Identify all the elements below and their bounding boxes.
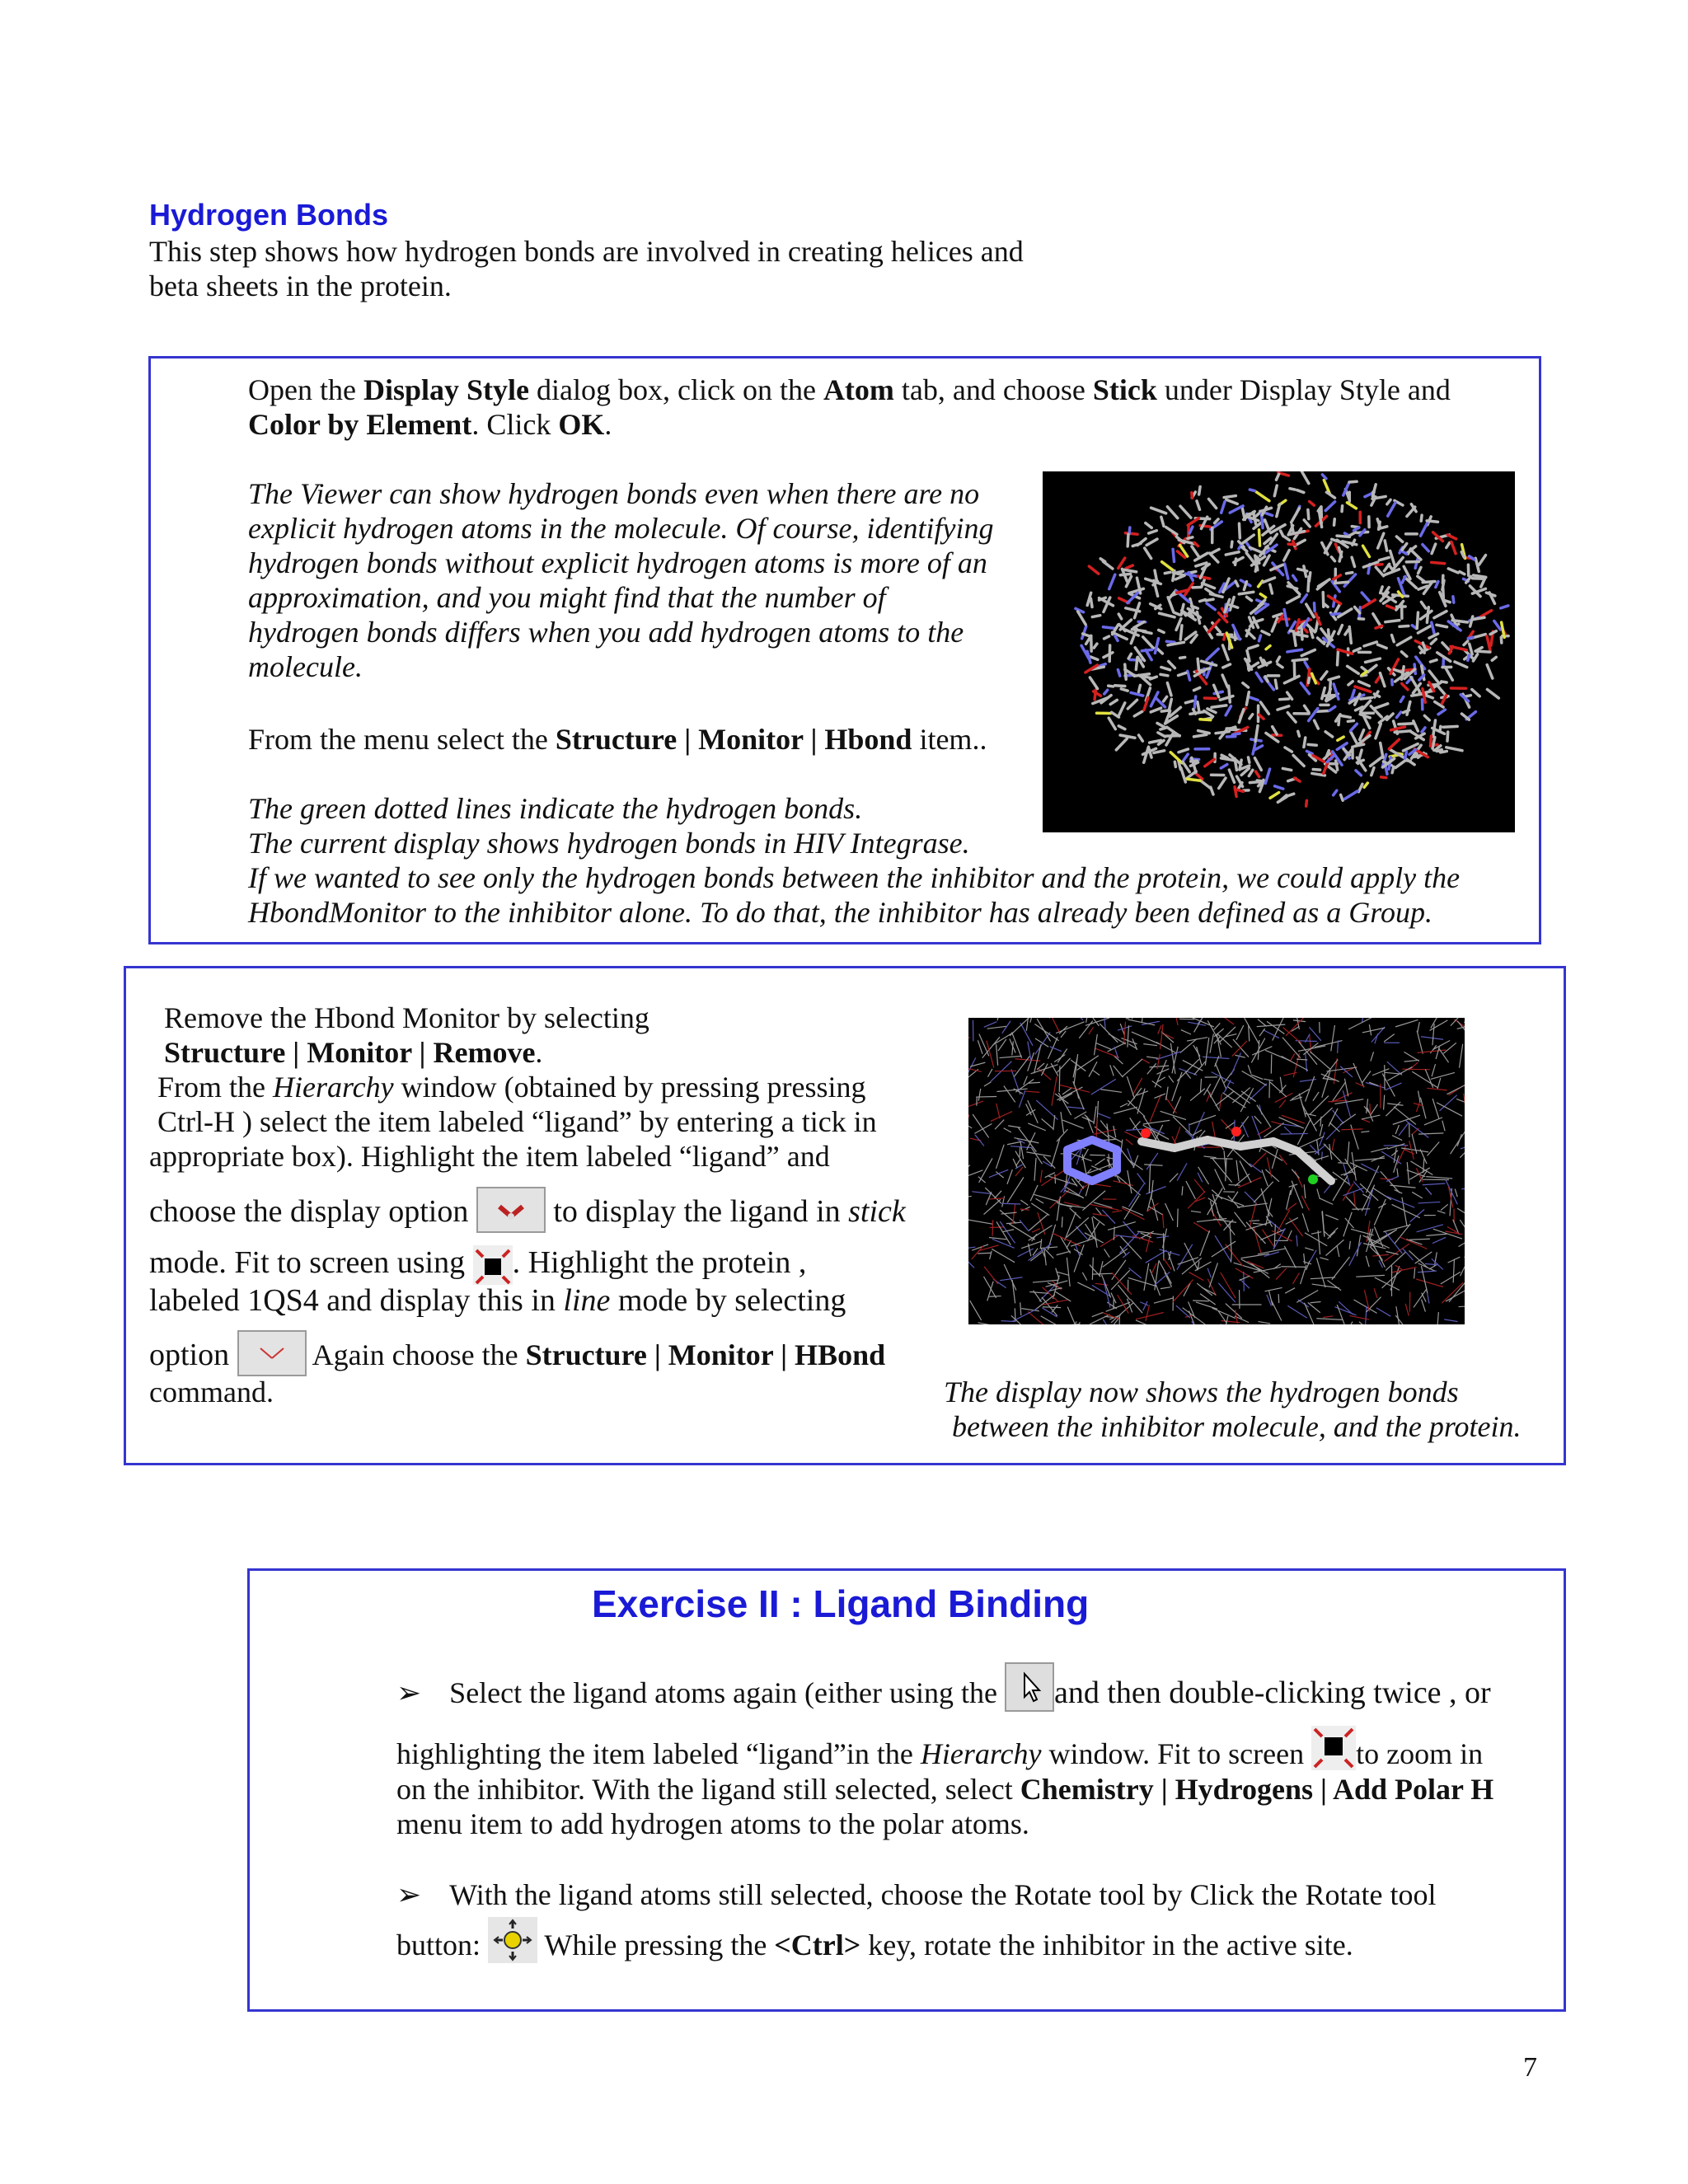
color-by-element-term: Color by Element (248, 408, 472, 441)
ok-term: OK (558, 408, 605, 441)
exercise-bullet1-line3: on the inhibitor. With the ligand still selected, select Chemistry | Hydrogens | Add Polar H (396, 1773, 1494, 1806)
box1-italic-line: molecule. (248, 650, 363, 683)
bullet-arrow-icon: ➢ (396, 1676, 422, 1709)
exercise-bullet2-line1: ➢ With the ligand atoms still selected, choose the Rotate tool by Click the Rotate tool (396, 1878, 1437, 1911)
box1-italic-line: approximation, and you might find that the number of (248, 581, 886, 614)
protein-stick-render-image (1043, 471, 1515, 832)
bullet-arrow-icon: ➢ (396, 1878, 422, 1911)
box1-italic-line: hydrogen bonds without explicit hydrogen atoms is more of an (248, 546, 987, 579)
image-caption-line2: between the inhibitor molecule, and the protein. (952, 1410, 1522, 1443)
intro-line-2: beta sheets in the protein. (149, 269, 452, 302)
box2-line1: Remove the Hbond Monitor by selecting (164, 1001, 649, 1034)
box2-line4: Ctrl-H ) select the item labeled “ligand” by entering a tick in (157, 1105, 877, 1138)
box1-menu-line: From the menu select the Structure | Monitor | Hbond item.. (248, 723, 987, 756)
box1-italic-line: explicit hydrogen atoms in the molecule. Of course, identifying (248, 512, 994, 545)
box2-line8: labeled 1QS4 and display this in line mode by selecting (149, 1283, 846, 1318)
exercise-bullet1-line4: menu item to add hydrogen atoms to the polar atoms. (396, 1807, 1029, 1840)
hierarchy-term: Hierarchy (920, 1737, 1042, 1770)
box1-note-line: The green dotted lines indicate the hydrogen bonds. (248, 792, 863, 825)
exercise-bullet2-line2: button: While pressing the <Ctrl> key, rotate the inhibitor in the active site. (396, 1914, 1353, 1976)
line-term: line (563, 1283, 611, 1318)
structure-monitor-hbond-term: Structure | Monitor | HBond (525, 1338, 886, 1371)
section-title: Hydrogen Bonds (149, 198, 389, 232)
box1-note-line: HbondMonitor to the inhibitor alone. To do that, the inhibitor has already been defined as a Group. (248, 896, 1432, 929)
box1-para1-line2: Color by Element. Click OK. (248, 408, 612, 441)
exercise-bullet1-line2: highlighting the item labeled “ligand”in the Hierarchy window. Fit to screen to zoom in (396, 1722, 1483, 1785)
box2-line2: Structure | Monitor | Remove. (164, 1036, 543, 1069)
hierarchy-term: Hierarchy (273, 1071, 394, 1104)
fit-to-screen-icon[interactable] (473, 1245, 513, 1285)
box1-italic-line: hydrogen bonds differs when you add hydrogen atoms to the (248, 616, 964, 649)
ligand-hbond-render (968, 1018, 1465, 1324)
ctrl-key-term: <Ctrl> (774, 1929, 861, 1961)
image-caption-line1: The display now shows the hydrogen bonds (944, 1376, 1459, 1408)
box2-line10: command. (149, 1376, 274, 1408)
box2-line3: From the Hierarchy window (obtained by pressing pressing (157, 1071, 866, 1104)
stick-term: Stick (1092, 373, 1157, 406)
box2-line6: choose the display option to display the ligand in stick (149, 1175, 906, 1248)
stick-display-option-icon[interactable] (476, 1187, 546, 1233)
protein-stick-render (1043, 471, 1515, 832)
display-style-term: Display Style (363, 373, 529, 406)
ligand-hbond-render-image (968, 1018, 1465, 1324)
box1-para1-line1: Open the Display Style dialog box, click on the Atom tab, and choose Stick under Display Style and (248, 373, 1451, 406)
page-number: 7 (1523, 2052, 1537, 2083)
select-pointer-icon[interactable] (1005, 1662, 1054, 1712)
box1-note-line: The current display shows hydrogen bonds in HIV Integrase. (248, 827, 970, 860)
line-display-option-icon[interactable] (237, 1330, 307, 1376)
box2-line7: mode. Fit to screen using . Highlight the protein , (149, 1231, 806, 1294)
chemistry-hydrogens-term: Chemistry | Hydrogens | Add Polar H (1020, 1773, 1494, 1806)
intro-line-1: This step shows how hydrogen bonds are involved in creating helices and (149, 235, 1024, 268)
box2-line9: option Again choose the Structure | Monitor | HBond (149, 1320, 885, 1390)
fit-to-screen-icon[interactable] (1311, 1726, 1356, 1770)
box1-italic-line: The Viewer can show hydrogen bonds even when there are no (248, 477, 980, 510)
structure-monitor-remove-term: Structure | Monitor | Remove (164, 1036, 536, 1069)
rotate-tool-icon[interactable] (488, 1917, 537, 1963)
exercise-bullet1-line1: ➢ Select the ligand atoms again (either using the and then double-clicking twice , or (396, 1661, 1491, 1724)
box1-note-line: If we wanted to see only the hydrogen bonds between the inhibitor and the protein, we could apply the (248, 861, 1461, 894)
exercise-title: Exercise II : Ligand Binding (592, 1582, 1090, 1625)
atom-tab-term: Atom (823, 373, 894, 406)
box2-line5: appropriate box). Highlight the item labeled “ligand” and (149, 1140, 830, 1173)
structure-monitor-hbond-term: Structure | Monitor | Hbond (555, 723, 912, 756)
